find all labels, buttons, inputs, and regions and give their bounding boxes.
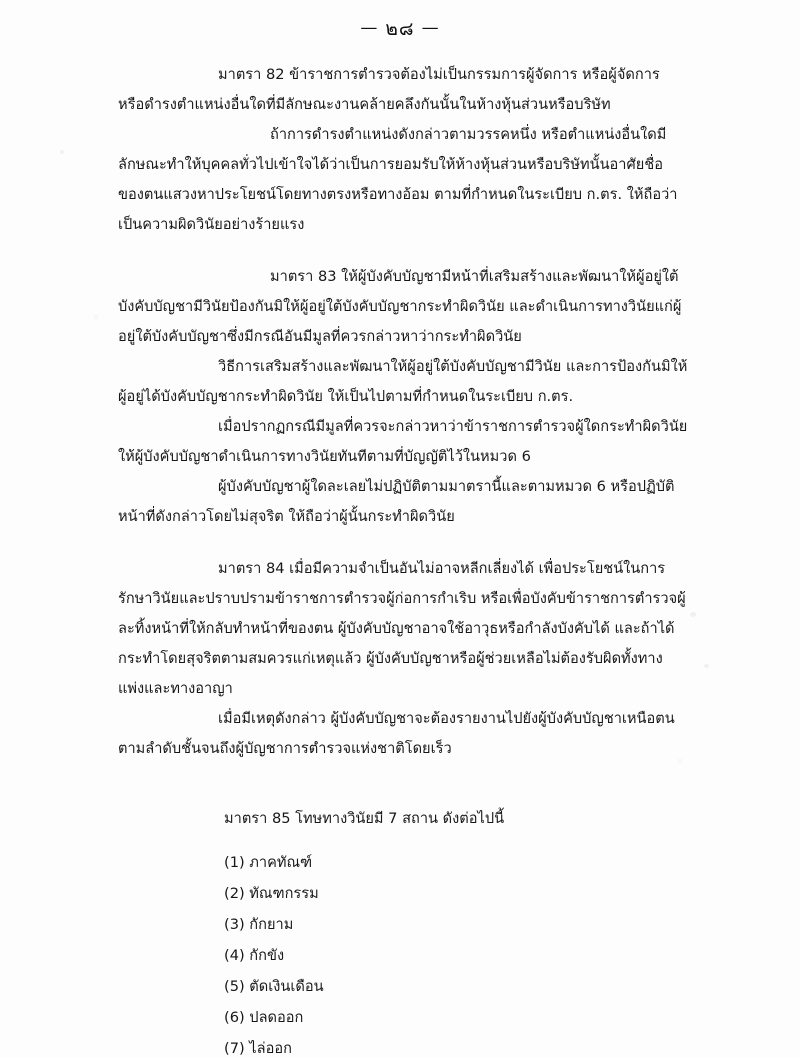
list-spacer [118,834,688,847]
paragraph-section-84-1: มาตรา 84 เมื่อมีความจำเป็นอันไม่อาจหลีกเลี่ยงได้ เพื่อประโยชน์ในการรักษาวินัยและปราบปรามข้าราชการตำรวจผู้ก่อการกำเริบ หรือเพื่อบังคับข้าราชการตำรวจผู้ละทิ้งหน้าที่ให้กลับทำหน้าที่ของตน ผู้บังคับบัญชาอาจใช้อาวุธหรือกำลังบังคับได้ และถ้าได้กระทำโดยสุจริตตามสมควรแก่เหตุแล้ว ผู้บังคับบัญชาหรือผู้ช่วยเหลือไม่ต้องรับผิดทั้งทางแพ่งและทางอาญา [118,560,686,697]
paragraph-section-82-1: มาตรา 82 ข้าราชการตำรวจต้องไม่เป็นกรรมการผู้จัดการ หรือผู้จัดการ หรือดำรงตำแหน่งอื่นใดที่มีลักษณะงานคล้ายคลึงกันนั้นในห้างหุ้นส่วนหรือบริษัท [118,66,660,113]
paragraph-section-83-4: ผู้บังคับบัญชาผู้ใดละเลยไม่ปฏิบัติตามมาตรานี้และตามหมวด 6 หรือปฏิบัติหน้าที่ดังกล่าวโดยไม่สุจริต ให้ถือว่าผู้นั้นกระทำผิดวินัย [118,478,675,525]
list-item: (1) ภาคทัณฑ์ [224,854,313,871]
list-item: (3) กักยาม [224,916,294,933]
page-number-dash-right: — [421,18,440,38]
list-item: (5) ตัดเงินเดือน [224,978,324,995]
paragraph-section-83-1: มาตรา 83 ให้ผู้บังคับบัญชามีหน้าที่เสริมสร้างและพัฒนาให้ผู้อยู่ใต้บังคับบัญชามีวินัยป้องกันมิให้ผู้อยู่ใต้บังคับบัญชากระทำผิดวินัย และดำเนินการทางวินัยแก่ผู้อยู่ใต้บังคับบัญชาซึ่งมีกรณีอันมีมูลที่ควรกล่าวหาว่ากระทำผิดวินัย [118,268,682,345]
list-item: (6) ปลดออก [224,1009,304,1026]
scan-artifact [690,612,696,617]
section-85-title: มาตรา 85 โทษทางวินัยมี 7 สถาน ดังต่อไปนี้ [224,810,505,827]
paragraph-section-82-2: ถ้าการดำรงตำแหน่งดังกล่าวตามวรรคหนึ่ง หรือตำแหน่งอื่นใดมีลักษณะทำให้บุคคลทั่วไปเข้าใจได้ว่าเป็นการยอมรับให้ห้างหุ้นส่วนหรือบริษัทนั้นอาศัยชื่อของตนแสวงหาประโยชน์โดยทางตรงหรือทางอ้อม ตามที่กำหนดในระเบียบ ก.ตร. ให้ถือว่าเป็นความผิดวินัยอย่างร้ายแรง [118,126,678,233]
paragraph-spacer [118,240,688,262]
paragraph-section-83-3: เมื่อปรากฏกรณีมีมูลที่ควรจะกล่าวหาว่าข้าราชการตำรวจผู้ใดกระทำผิดวินัยให้ผู้บังคับบัญชาดำเนินการทางวินัยทันทีตามที่บัญญัติไว้ในหมวด 6 [118,418,688,465]
paragraph-section-84-2: เมื่อมีเหตุดังกล่าว ผู้บังคับบัญชาจะต้องรายงานไปยังผู้บังคับบัญชาเหนือตน ตามลำดับชั้นจนถึงผู้บัญชาการตำรวจแห่งชาติโดยเร็ว [118,710,675,757]
paragraph-section-83-2: วิธีการเสริมสร้างและพัฒนาให้ผู้อยู่ใต้บังคับบัญชามีวินัย และการป้องกันมิให้ผู้อยู่ได้บังคับบัญชากระทำผิดวินัย ให้เป็นไปตามที่กำหนดในระเบียบ ก.ตร. [118,358,688,405]
paragraph-spacer [118,532,688,554]
paragraph-spacer [118,764,688,794]
list-item: (2) ทัณฑกรรม [224,885,319,902]
document-body [118,60,688,1064]
scan-artifact [704,664,709,668]
page-number-dash-left: — [360,18,379,38]
page-number [0,14,800,44]
list-item: (4) กักขัง [224,947,285,964]
scan-artifact [60,150,64,154]
list-item: (7) ไล่ออก [224,1040,292,1057]
page-number-value: ๒๘ [385,18,415,40]
section-85-list [118,804,688,1064]
